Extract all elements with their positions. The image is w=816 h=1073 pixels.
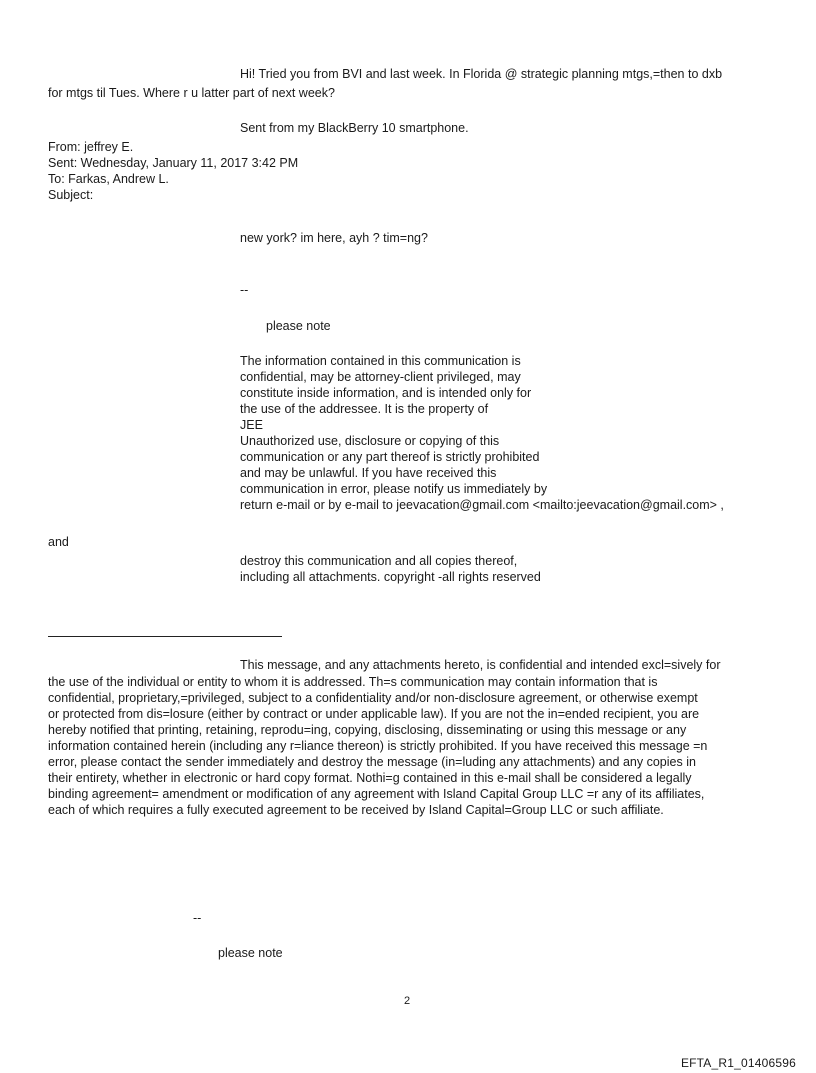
reply-line-2: for mtgs til Tues. Where r u latter part of next week? [48, 86, 335, 100]
disclaimer-first-line: This message, and any attachments hereto, is confidential and intended excl=sively for [240, 658, 721, 672]
disclaimer-line: error, please contact the sender immediately and destroy the message (in=luding any attachments) and any copies in [48, 755, 696, 769]
original-note-heading: please note [266, 319, 331, 333]
notice-line: destroy this communication and all copies thereof, [240, 554, 518, 568]
separator-rule [48, 636, 282, 637]
header-subject: Subject: [48, 188, 94, 202]
disclaimer-line: or protected from dis=losure (either by contract or under applicable law). If you are not the in=ended recipient, you are [48, 707, 700, 721]
page-number: 2 [404, 995, 411, 1007]
disclaimer-line: hereby notified that printing, retaining, reprodu=ing, copying, disclosing, disseminating or using this message or any [48, 723, 687, 737]
notice-line: confidential, may be attorney-client privileged, may [240, 370, 521, 384]
disclaimer-line: the use of the individual or entity to whom it is addressed. Th=s communication may contain information that is [48, 675, 658, 689]
original-body: new york? im here, ayh ? tim=ng? [240, 231, 428, 245]
confidentiality-notice-tail [240, 553, 541, 585]
notice-line: including all attachments. copyright -all rights reserved [240, 570, 541, 584]
bates-number: EFTA_R1_01406596 [680, 1056, 796, 1070]
footer-separator: -- [193, 911, 202, 925]
notice-line: The information contained in this communication is [240, 354, 521, 368]
header-from: From: jeffrey E. [48, 140, 134, 154]
confidentiality-notice [240, 353, 724, 513]
disclaimer-line: confidential, proprietary,=privileged, subject to a confidentiality and/or non-disclosure agreement, or otherwise exempt [48, 691, 698, 705]
disclaimer-line: each of which requires a fully executed agreement to be received by Island Capital=Group LLC or such affiliate. [48, 803, 664, 817]
disclaimer-line: information contained herein (including any r=liance thereon) is strictly prohibited. If you have received this message =n [48, 739, 708, 753]
notice-line: communication or any part thereof is strictly prohibited [240, 450, 540, 464]
header-to: To: Farkas, Andrew L. [48, 172, 169, 186]
notice-line: JEE [240, 418, 263, 432]
notice-line: the use of the addressee. It is the property of [240, 402, 489, 416]
email-header [48, 139, 298, 203]
notice-line: and may be unlawful. If you have received this [240, 466, 497, 480]
reply-signature: Sent from my BlackBerry 10 smartphone. [240, 121, 469, 135]
original-separator: -- [240, 283, 249, 297]
reply-line-1: Hi! Tried you from BVI and last week. In Florida @ strategic planning mtgs,=then to dxb [240, 67, 723, 81]
disclaimer-line: their entirety, whether in electronic or hard copy format. Nothi=g contained in this e-mail shall be considered a legally [48, 771, 692, 785]
notice-line: communication in error, please notify us immediately by [240, 482, 548, 496]
notice-line: constitute inside information, and is intended only for [240, 386, 532, 400]
notice-and: and [48, 535, 69, 549]
legal-disclaimer [48, 674, 707, 818]
footer-note-heading: please note [218, 946, 283, 960]
header-sent: Sent: Wednesday, January 11, 2017 3:42 PM [48, 156, 299, 170]
notice-line: Unauthorized use, disclosure or copying of this [240, 434, 500, 448]
disclaimer-line: binding agreement= amendment or modification of any agreement with Island Capital Group LLC =r any of its affiliates, [48, 787, 705, 801]
notice-line: return e-mail or by e-mail to jeevacation@gmail.com <mailto:jeevacation@gmail.com> , [240, 498, 724, 512]
